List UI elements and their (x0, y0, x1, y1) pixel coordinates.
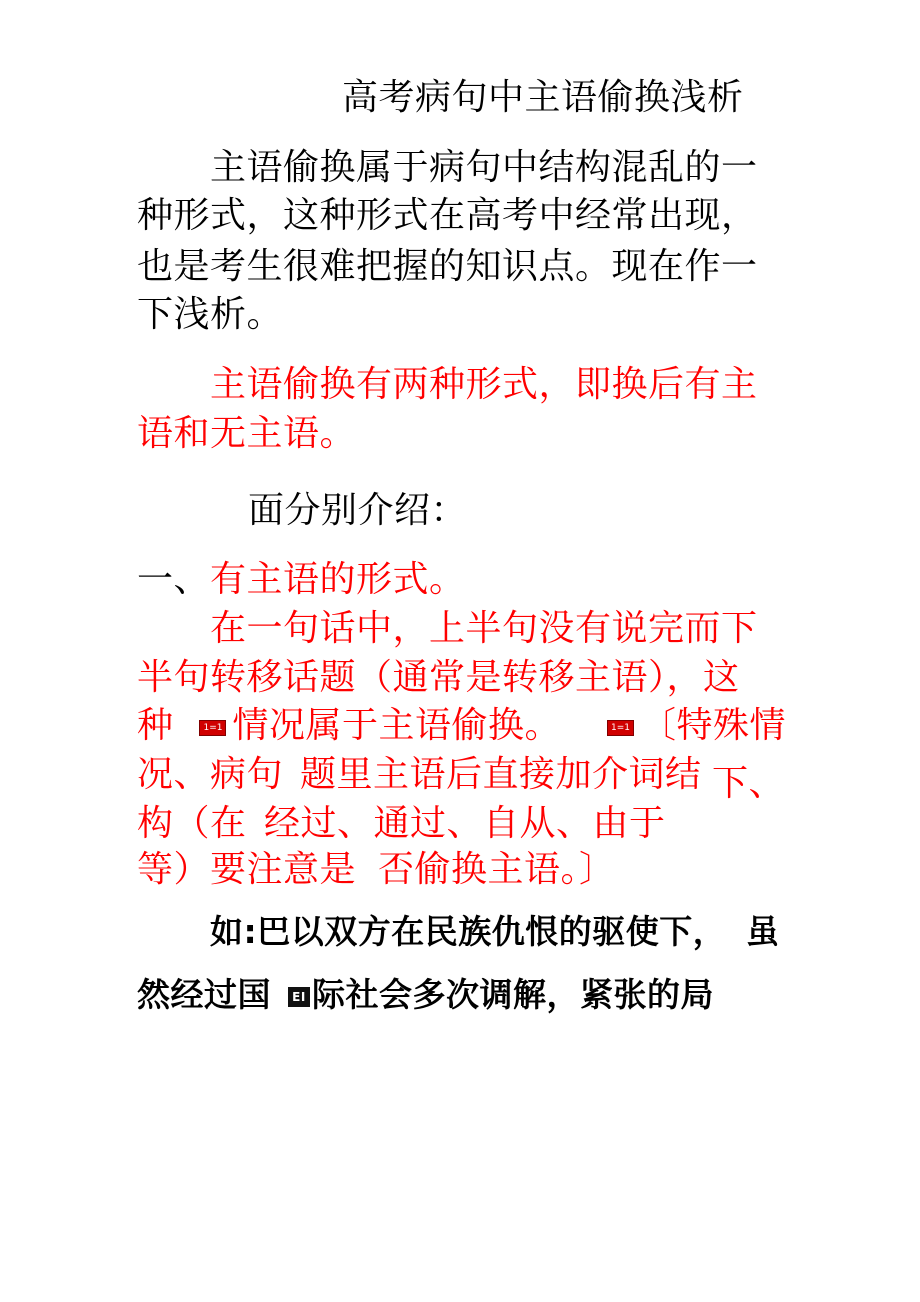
example-line-2b-text: 际社会多次调解，紧张的局 (312, 975, 714, 1014)
body-line-4b: 题里主语后直接加介词结 (300, 754, 702, 795)
section-1-heading (137, 559, 466, 600)
intro2-line: 面分别介绍： (248, 490, 468, 531)
embedded-box-tag: EI (288, 987, 310, 1007)
body-line-2: 半句转移话题（通常是转移主语），这 (137, 657, 740, 698)
intro-line-4: 下浅析。 (137, 294, 284, 335)
section-1-prefix: 一、 (137, 559, 211, 600)
body-line-6a: 等）要注意是 (137, 849, 357, 890)
embedded-tag-1: 1=1 (199, 720, 226, 736)
example-line-2b (288, 975, 714, 1014)
example-line-2a: 然经过国 (137, 975, 271, 1014)
intro-line-2: 种形式，这种形式在高考中经常出现， (137, 195, 758, 236)
embedded-tag-2: 1=1 (607, 720, 634, 736)
intro-line-3: 也是考生很难把握的知识点。现在作一 (137, 246, 758, 287)
body-line-4a: 况、病句 (137, 754, 284, 795)
document-title: 高考病句中主语偷换浅析 (342, 77, 744, 118)
body-line-6b: 否偷换主语。〕 (378, 849, 616, 890)
body-line-3b: 情况属于主语偷换。 (232, 705, 561, 746)
intro-line-1: 主语偷换属于病句中结构混乱的一 (210, 147, 758, 188)
example-line-1b: 虽 (746, 912, 780, 951)
body-line-1: 在一句话中，上半句没有说完而下 (210, 608, 758, 649)
body-line-3 (137, 705, 561, 746)
body-line-4c: 下、 (712, 763, 786, 804)
body-line-3a: 种 (137, 705, 174, 746)
body-line-3-tail (607, 705, 787, 746)
red-para-line-1: 主语偷换有两种形式，即换后有主 (210, 364, 758, 405)
example-line-1a: 如:巴以双方在民族仇恨的驱使下， (210, 912, 727, 951)
body-line-5b: 经过、通过、自从、由于 (264, 803, 666, 844)
body-line-5a: 构（在 (137, 803, 247, 844)
body-line-3c: 〔特殊情 (640, 705, 787, 746)
section-1-heading-text: 有主语的形式。 (210, 559, 466, 600)
red-para-line-2: 语和无主语。 (137, 413, 357, 454)
